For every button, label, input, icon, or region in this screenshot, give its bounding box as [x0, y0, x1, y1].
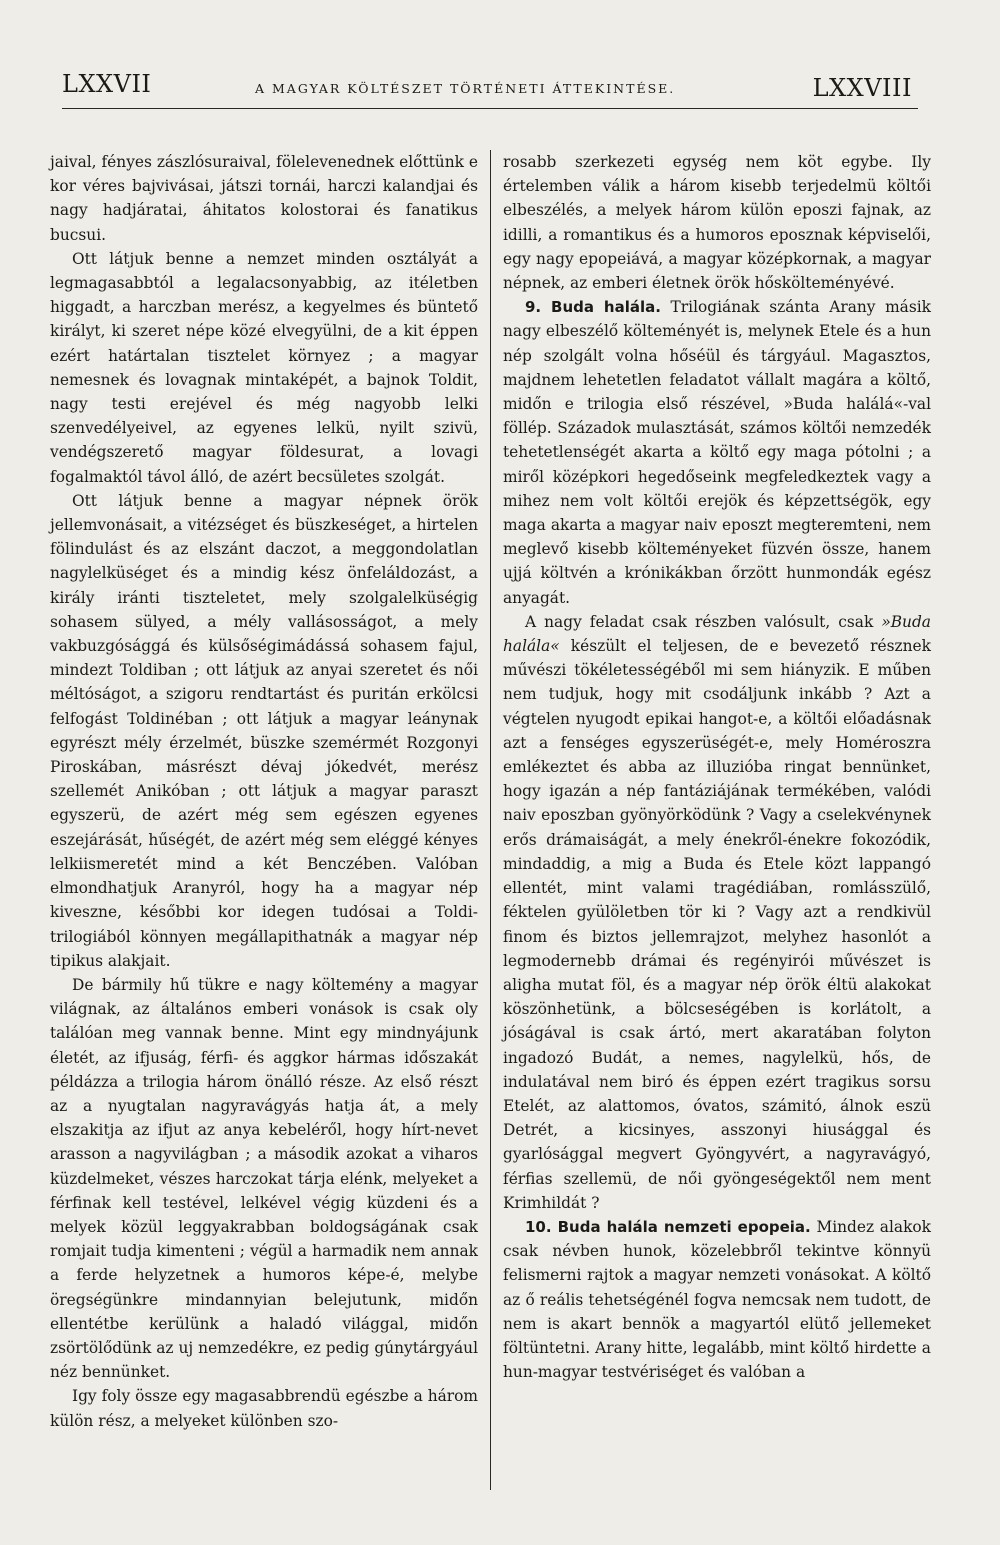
left-paragraph-4: De bármily hű tükre e nagy költemény a magyar világnak, az általános emberi vonások is csak oly találóan meg vannak benne. Mint egy mindnyájunk életét, az ifjuság, férfi- és aggkor hármas időszakát példázza a trilogia három önálló része. Az első részt az a nyugtalan nagyravágyás hatja át, a mely elszakitja az ifjut az anya kebeléről, hogy hírt-nevet arasson a nagyvilágban ; a második azokat a viharos küzdelmeket, vészes harczokat tárja elénk, melyeket a férfinak kell testével, lelkével végig küzdeni és a melyek közül leggyakrabban boldogságának csak romjait tudja kimenteni ; végül a harmadik nem annak a ferde helyzetnek a humoros képe-é, melybe öregségünkre mindannyian belejutunk, midőn ellentétbe kerülünk a haladó világgal, midőn zsörtölődünk az uj nemzedékre, ez pedig gúnytárgyául néz bennünket.	[50, 975, 478, 1382]
section-9-text: Trilogiának szánta Arany másik nagy elbeszélő költeményét is, melynek Etele és a hun nép szolgált volna hőséül és tárgyául. Magasztos, majdnem lehetetlen feladatot vállalt magára a költő, midőn e trilogia első részével, »Buda halálá«-val föllép. Századok mulasztását, számos költői nemzedék tehetetlenségét akarta a költő egy maga pótolni ; a miről középkori hegedőseink megfeledkeztek vagy a mihez nem volt költői erejök és képzettségök, egy maga akarta a magyar naiv eposzt megteremteni, nem meglevő kisebb költeményeket füzvén össze, hanem ujjá költvén a krónikákban őrzött hunmondák egész anyagát.	[503, 298, 931, 607]
right-page-number: LXXVIII	[812, 74, 912, 102]
column-divider	[490, 150, 491, 1490]
section-10-heading: 10. Buda halála nemzeti epopeia.	[525, 1217, 811, 1236]
page-header	[0, 0, 1000, 120]
left-paragraph-5: Igy foly össze egy magasabbrendü egészbe a három külön rész, a melyeket különben szo-	[50, 1387, 478, 1430]
header-rule	[62, 108, 918, 109]
left-page-number: LXXVII	[62, 70, 152, 98]
section-10	[503, 1215, 931, 1384]
section-10-text: Mindez alakok csak névben hunok, közelebbről tekintve könnyü felismerni rajtok a magyar nemzeti vonásokat. A költő az ő reális tehetségénél fogva nemcsak nem tudott, de nem is akart bennök a magyartól elütő jellemeket föltüntetni. Arany hitte, legalább, mint költő hirdette a hun-magyar testvériséget és valóban a	[503, 1217, 931, 1382]
right-paragraph-2	[503, 610, 931, 1215]
running-title: A MAGYAR KÖLTÉSZET TÖRTÉNETI ÁTTEKINTÉSE.	[255, 81, 676, 96]
left-paragraph-3: Ott látjuk benne a magyar népnek örök jellemvonásait, a vitézséget és büszkeséget, a hirtelen fölindulást és az elszánt daczot, a meggondolatlan nagylelküséget és a mindig kész önfeláldozást, a király iránti tiszteletet, mely szolgalelküségig sohasem sülyed, a mély vallásosságot, a mely vakbuzgósággá és külsőségimádássá sohasem fajul, mindezt Toldiban ; ott látjuk az anyai szeretet és női méltóságot, a szigoru rendtartást és puritán erkölcsi felfogást Toldinéban ; ott látjuk a magyar leánynak egyrészt mély érzelmét, büszke szemérmét Rozgonyi Piroskában, másrészt dévaj jókedvét, merész szellemét Anikóban ; ott látjuk a magyar paraszt egyszerü, de azért még sem egészen egyenes eszejárását, hűségét, de azért még sem eléggé kényes lelkiismeretét mind a két Benczében. Valóban elmondhatjuk Aranyról, hogy ha a magyar nép kiveszne, későbbi kor idegen tudósai a Toldi-trilogiából könnyen megállapithatnák a magyar nép tipikus alakjait.	[50, 491, 478, 970]
right-paragraph-2-start: A nagy feladat csak részben valósult, csak	[525, 612, 874, 631]
right-paragraph-2-rest: készült el teljesen, de e bevezető résznek művészi tökéletességéből mi sem hiányzik. E műben nem tudjuk, hogy mit csodáljunk inkább ? Azt a végtelen nyugodt epikai hangot-e, a költői előadásnak azt a fenséges egyszerüségét-e, mely Homéroszra emlékeztet és abba az illuzióba ringat bennünket, hogy igazán a nép fantáziájának termékében, valódi naiv eposzban gyönyörködünk ? Vagy a cselekvénynek erős drámaiságát, a mely énekről-énekre fokozódik, mindaddig, a mig a Buda és Etele közt lappangó ellentét, mint valami tragédiában, romlásszülő, féktelen gyülöletben tör ki ? Vagy azt a rendkivül finom és biztos jellemrajzot, melyhez hasonlót a legmodernebb drámai és regényirói művészet is aligha mutat föl, és a magyar nép örök éltü alakokat köszönhetünk, a bölcseségében is korlátolt, a jóságával is csak ártó, mert akaratában folyton ingadozó Budát, a nemes, nagylelkü, hős, de indulatával nem biró és éppen ezért tragikus sorsu Etelét, az alattomos, óvatos, számitó, álnok eszü Detrét, a kicsinyes, asszonyi hiusággal és gyarlósággal megvert Gyöngyvért, a nagyravágyó, férfias szellemü, de női gyöngeségektől nem ment Krimhildát ?	[503, 637, 931, 1212]
work-title-buda-halala: »Buda halála«	[503, 612, 931, 656]
left-paragraph-2: Ott látjuk benne a nemzet minden osztályát a legmagasabbtól a legalacsonyabbig, az itéletben higgadt, a harczban merész, a kegyelmes és büntető királyt, ki szeret népe közé elvegyülni, de a kit éppen ezért határtalan tisztelet környez ; a magyar nemesnek és lovagnak mintaképét, a bajnok Toldit, nagy testi erejével és még nagyobb lelki szenvedélyeivel, az egyenes lelkü, nyilt szivü, vendégszerető magyar földesurat, a lovagi fogalmaktól távol álló, de azért becsületes szolgát.	[50, 249, 478, 486]
left-paragraph-1: jaival, fényes zászlósuraival, fölelevenednek előttünk e kor véres bajvivásai, játszi tornái, harczi kalandjai és nagy hadjáratai, áhitatos kolostorai és fanatikus bucsui.	[50, 153, 478, 244]
section-9	[503, 295, 931, 610]
left-column	[50, 150, 478, 1433]
right-column	[503, 150, 931, 1384]
right-paragraph-1: rosabb szerkezeti egység nem köt egybe. Ily értelemben válik a három kisebb terjedelmü költői elbeszélés, a melyek három külön eposzi fajnak, az idilli, a romantikus és a humoros eposznak képviselői, egy nagy epopeiává, a magyar középkornak, a magyar népnek, az emberi életnek örök hőskölteményévé.	[503, 153, 931, 293]
section-9-heading: 9. Buda halála.	[525, 298, 661, 317]
